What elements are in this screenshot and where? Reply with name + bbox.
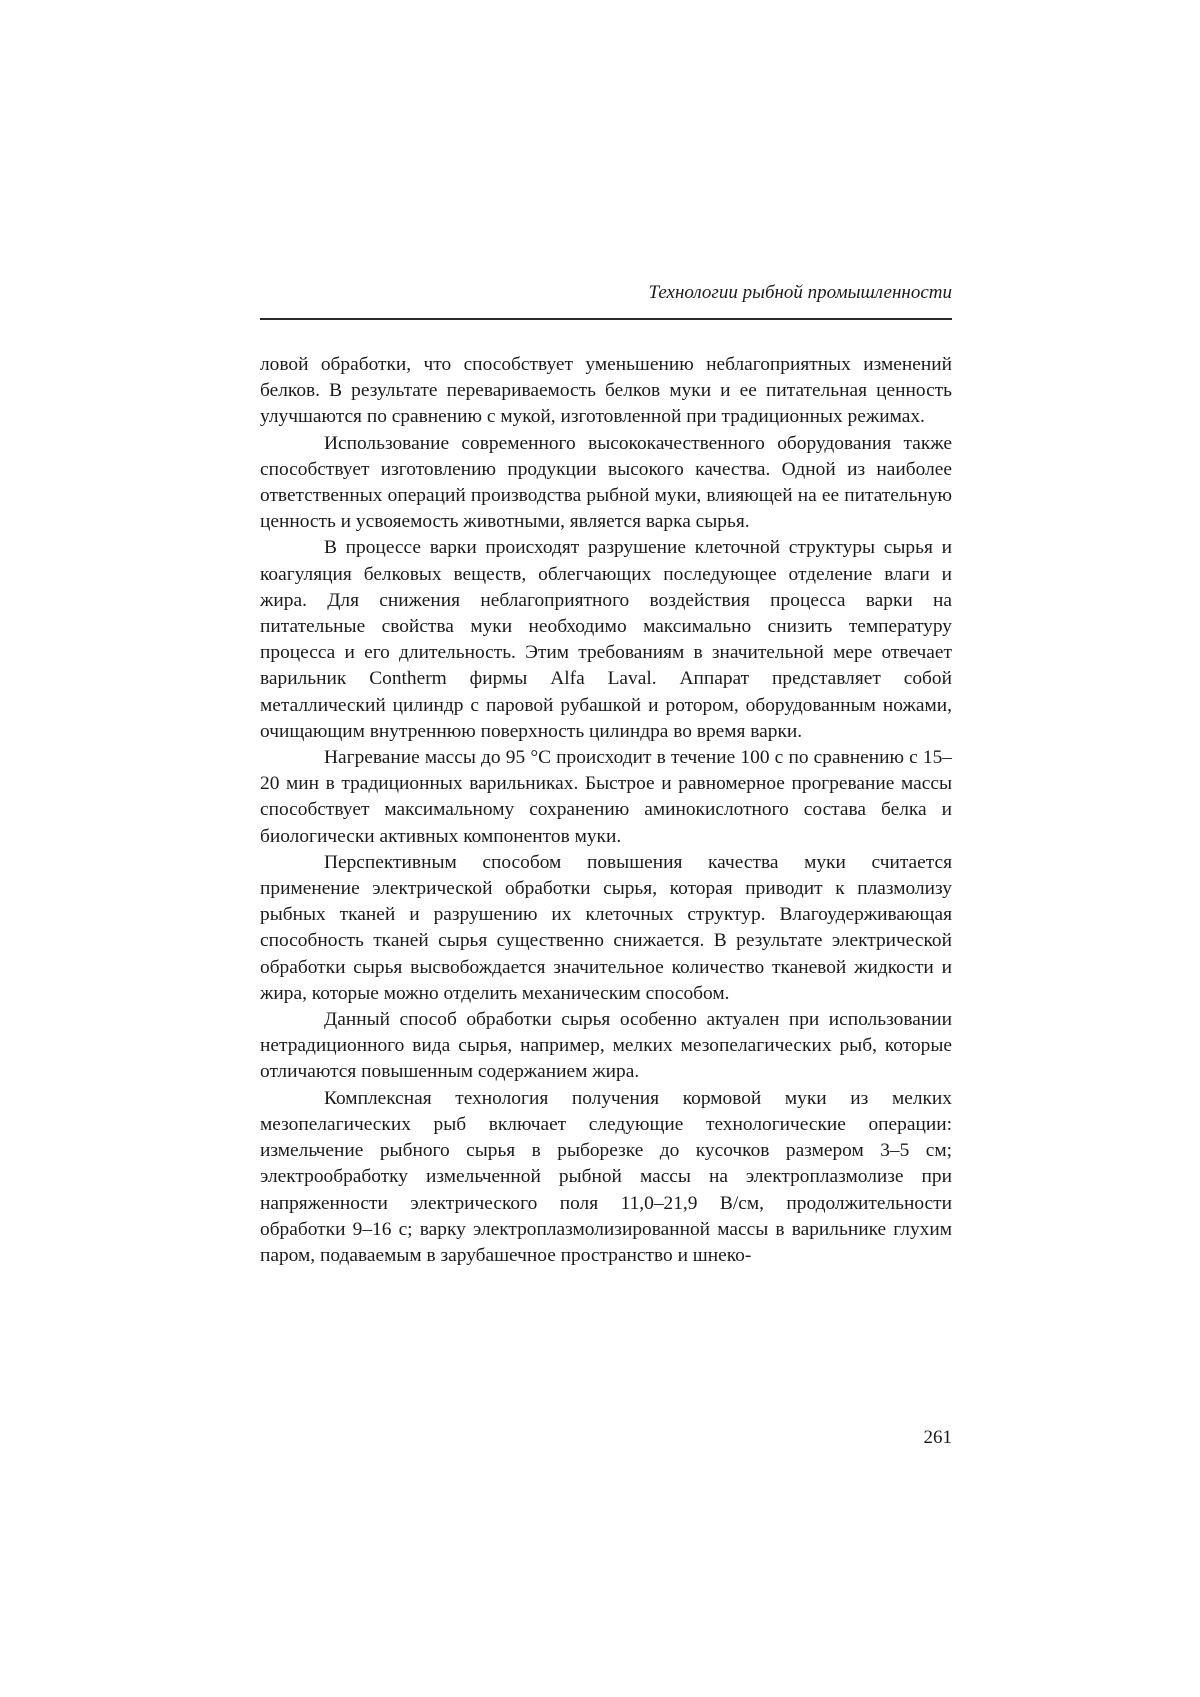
paragraph: В процессе варки происходят разрушение клеточной структуры сырья и коагуляция белковых веществ, облегчающих последующее отделение влаги и жира. Для снижения неблагоприятного воздействия процесса варки на питательные свойства муки необходимо максимально снизить температуру процесса и его длительность. Этим требованиям в значительной мере отвечает варильник Contherm фирмы Alfa Laval. Аппарат представляет собой металлический цилиндр с паровой рубашкой и ротором, оборудованным ножами, очищающим внутреннюю поверхность цилиндра во время варки.: [260, 535, 952, 745]
header-rule: [260, 318, 952, 320]
paragraph: Данный способ обработки сырья особенно актуален при использовании нетрадиционного вида сырья, например, мелких мезопелагических рыб, которые отличаются повышенным содержанием жира.: [260, 1007, 952, 1086]
paragraph: ловой обработки, что способствует уменьшению неблагоприятных изменений белков. В результате перевариваемость белков муки и ее питательная ценность улучшаются по сравнению с мукой, изготовленной при традиционных режимах.: [260, 352, 952, 431]
body-text: [260, 352, 952, 1269]
paragraph: Комплексная технология получения кормовой муки из мелких мезопелагических рыб включает следующие технологические операции: измельчение рыбного сырья в рыборезке до кусочков размером 3–5 см; электрообработку измельченной рыбной массы на электроплазмолизе при напряженности электрического поля 11,0–21,9 В/см, продолжительности обработки 9–16 с; варку электроплазмолизированной массы в варильнике глухим паром, подаваемым в зарубашечное пространство и шнеко-: [260, 1086, 952, 1269]
paragraph: Нагревание массы до 95 °С происходит в течение 100 с по сравнению с 15–20 мин в традиционных варильниках. Быстрое и равномерное прогревание массы способствует максимальному сохранению аминокислотного состава белка и биологически активных компонентов муки.: [260, 745, 952, 850]
book-page: [260, 0, 952, 1697]
page-number: 261: [924, 1426, 953, 1450]
running-header: Технологии рыбной промышленности: [648, 281, 952, 305]
paragraph: Использование современного высококачественного оборудования также способствует изготовлению продукции высокого качества. Одной из наиболее ответственных операций производства рыбной муки, влияющей на ее питательную ценность и усвояемость животными, является варка сырья.: [260, 431, 952, 536]
paragraph: Перспективным способом повышения качества муки считается применение электрической обработки сырья, которая приводит к плазмолизу рыбных тканей и разрушению их клеточных структур. Влагоудерживающая способность тканей сырья существенно снижается. В результате электрической обработки сырья высвобождается значительное количество тканевой жидкости и жира, которые можно отделить механическим способом.: [260, 850, 952, 1007]
